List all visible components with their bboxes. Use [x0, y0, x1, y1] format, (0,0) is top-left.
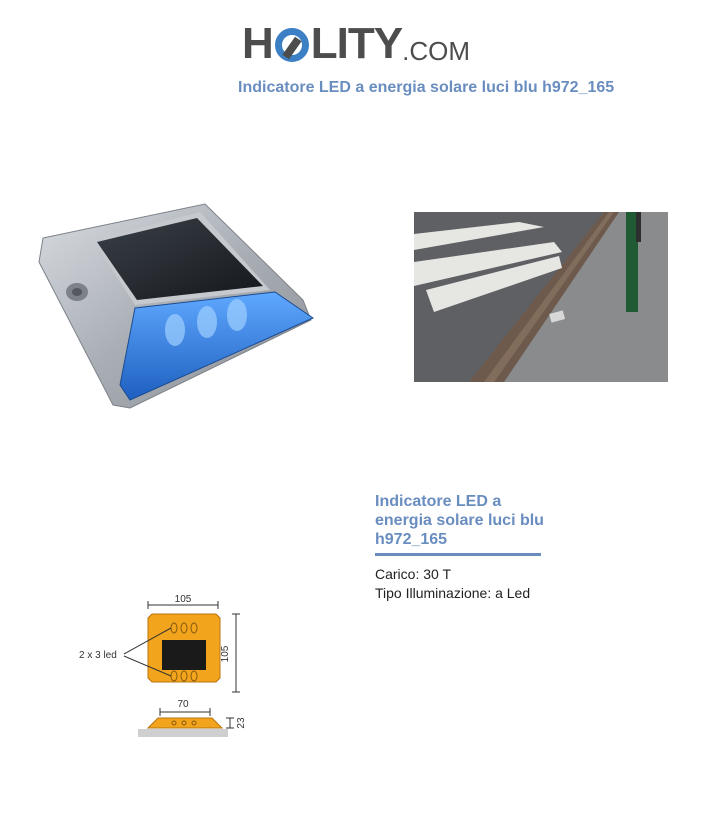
dimension-diagram: [76, 590, 256, 750]
spec-load: Carico: 30 T: [375, 566, 451, 582]
led-label: 2 x 3 led: [79, 650, 117, 661]
base-label: 70: [177, 699, 189, 710]
logo-domain: .COM: [402, 36, 470, 66]
product-image: [35, 200, 320, 415]
logo[interactable]: [242, 18, 470, 66]
logo-o-icon: [275, 28, 309, 62]
page-subtitle: Indicatore LED a energia solare luci blu h972_165: [238, 79, 615, 96]
logo-letter-h: H: [242, 19, 273, 68]
width-label: 105: [174, 594, 192, 605]
logo-wordmark: LITY: [310, 19, 403, 68]
spec-lighting: Tipo Illuminazione: a Led: [375, 585, 531, 601]
product-title: Indicatore LED a energia solare luci blu h972_165: [375, 493, 544, 548]
height-label: 105: [220, 645, 231, 663]
installation-photo: [414, 212, 668, 382]
title-divider: [375, 553, 541, 556]
depth-label: 23: [236, 717, 247, 729]
